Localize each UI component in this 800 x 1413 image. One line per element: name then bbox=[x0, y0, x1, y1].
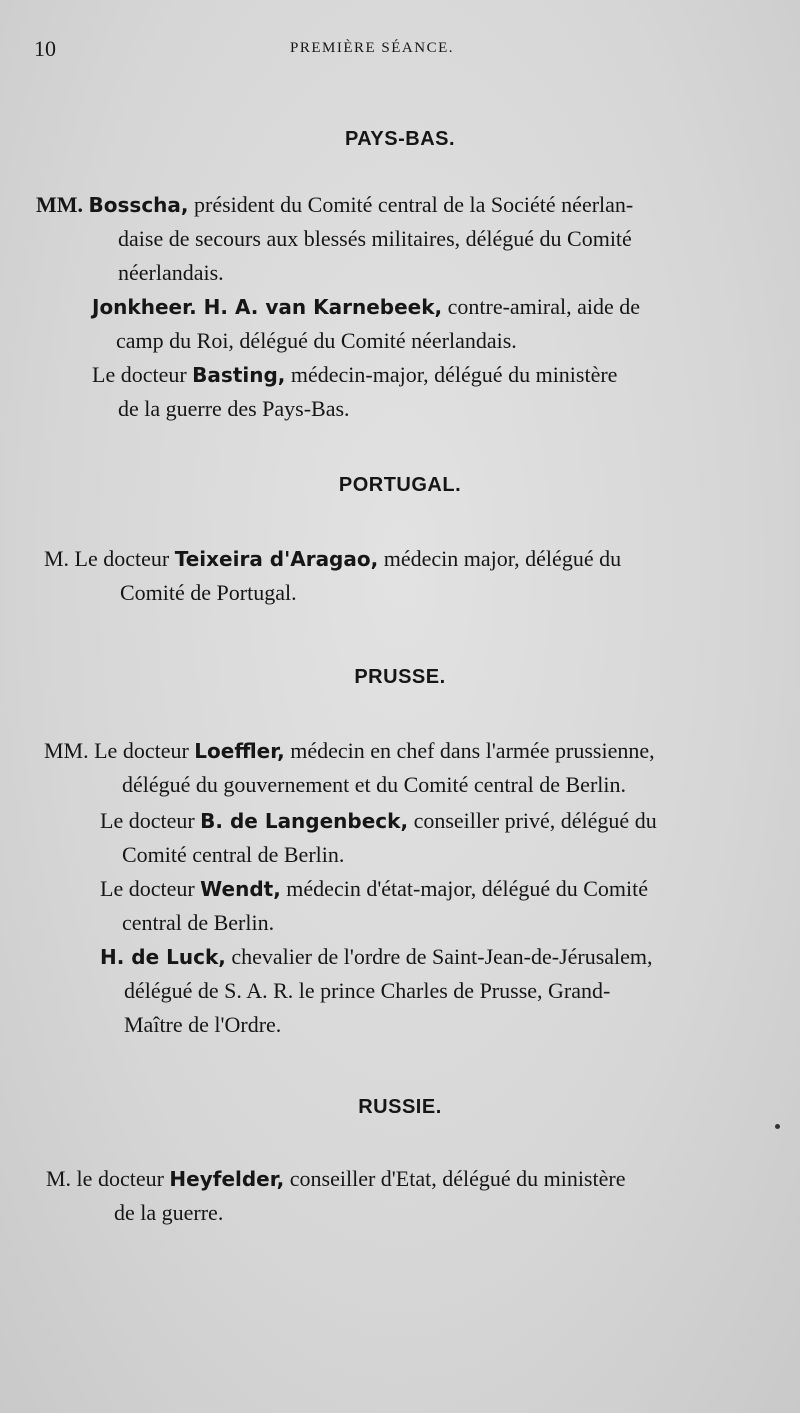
entry-text: Comité de Portugal. bbox=[120, 580, 297, 605]
entry-prefix: MM. bbox=[36, 192, 84, 217]
page-number: 10 bbox=[34, 36, 56, 61]
entry-wendt bbox=[100, 872, 758, 940]
entry-loeffler bbox=[44, 734, 758, 802]
entry-text: camp du Roi, délégué du Comité néerlandais. bbox=[116, 328, 517, 353]
entry-prefix: M. Le docteur bbox=[44, 546, 170, 571]
entry-text: délégué de S. A. R. le prince Charles de Prusse, Grand- bbox=[124, 978, 611, 1003]
margin-speck bbox=[775, 1124, 780, 1129]
person-name: H. de Luck, bbox=[100, 945, 226, 969]
person-name: Jonkheer. H. A. van Karnebeek, bbox=[92, 295, 443, 319]
person-name: Basting, bbox=[192, 363, 286, 387]
entry-karnebeek bbox=[92, 290, 758, 358]
entry-prefix: MM. Le docteur bbox=[44, 738, 189, 763]
entry-text: de la guerre. bbox=[114, 1200, 224, 1225]
entry-prefix: Le docteur bbox=[100, 876, 195, 901]
entry-text: chevalier de l'ordre de Saint-Jean-de-Jérusalem, bbox=[231, 944, 653, 969]
person-name: Wendt, bbox=[200, 877, 281, 901]
running-head bbox=[34, 36, 760, 60]
entry-prefix: M. le docteur bbox=[46, 1166, 164, 1191]
entry-basting bbox=[92, 358, 758, 426]
entry-text: de la guerre des Pays-Bas. bbox=[118, 396, 350, 421]
entry-text: médecin d'état-major, délégué du Comité bbox=[286, 876, 648, 901]
person-name: Bosscha, bbox=[88, 193, 189, 217]
entry-text: contre-amiral, aide de bbox=[447, 294, 641, 319]
entry-text: Maître de l'Ordre. bbox=[124, 1012, 282, 1037]
entry-teixeira bbox=[44, 542, 758, 610]
person-name: B. de Langenbeck, bbox=[200, 809, 409, 833]
entry-text: président du Comité central de la Société néerlan- bbox=[194, 192, 634, 217]
entry-heyfelder bbox=[46, 1162, 760, 1230]
section-heading-portugal: PORTUGAL. bbox=[338, 474, 462, 496]
entry-text: central de Berlin. bbox=[122, 910, 275, 935]
entry-bosscha bbox=[36, 188, 758, 290]
entry-text: conseiller privé, délégué du bbox=[413, 808, 657, 833]
person-name: Heyfelder, bbox=[169, 1167, 285, 1191]
entry-text: médecin-major, délégué du ministère bbox=[290, 362, 618, 387]
entry-text: daise de secours aux blessés militaires, délégué du Comité bbox=[118, 226, 632, 251]
entry-text: conseiller d'Etat, délégué du ministère bbox=[289, 1166, 626, 1191]
entry-prefix: Le docteur bbox=[92, 362, 187, 387]
entry-text: médecin major, délégué du bbox=[383, 546, 622, 571]
entry-text: délégué du gouvernement et du Comité central de Berlin. bbox=[122, 772, 627, 797]
entry-de-luck bbox=[100, 940, 760, 1042]
section-heading-pays-bas: PAYS-BAS. bbox=[344, 128, 456, 150]
entry-text: néerlandais. bbox=[118, 260, 224, 285]
person-name: Teixeira d'Aragao, bbox=[174, 547, 379, 571]
running-title: PREMIÈRE SÉANCE. bbox=[290, 40, 455, 56]
entry-text: médecin en chef dans l'armée prussienne, bbox=[290, 738, 655, 763]
section-heading-russie: RUSSIE. bbox=[358, 1096, 442, 1118]
section-heading-prusse: PRUSSE. bbox=[354, 666, 446, 688]
person-name: Loeffler, bbox=[194, 739, 285, 763]
entry-prefix: Le docteur bbox=[100, 808, 195, 833]
entry-langenbeck bbox=[100, 804, 758, 872]
entry-text: Comité central de Berlin. bbox=[122, 842, 345, 867]
